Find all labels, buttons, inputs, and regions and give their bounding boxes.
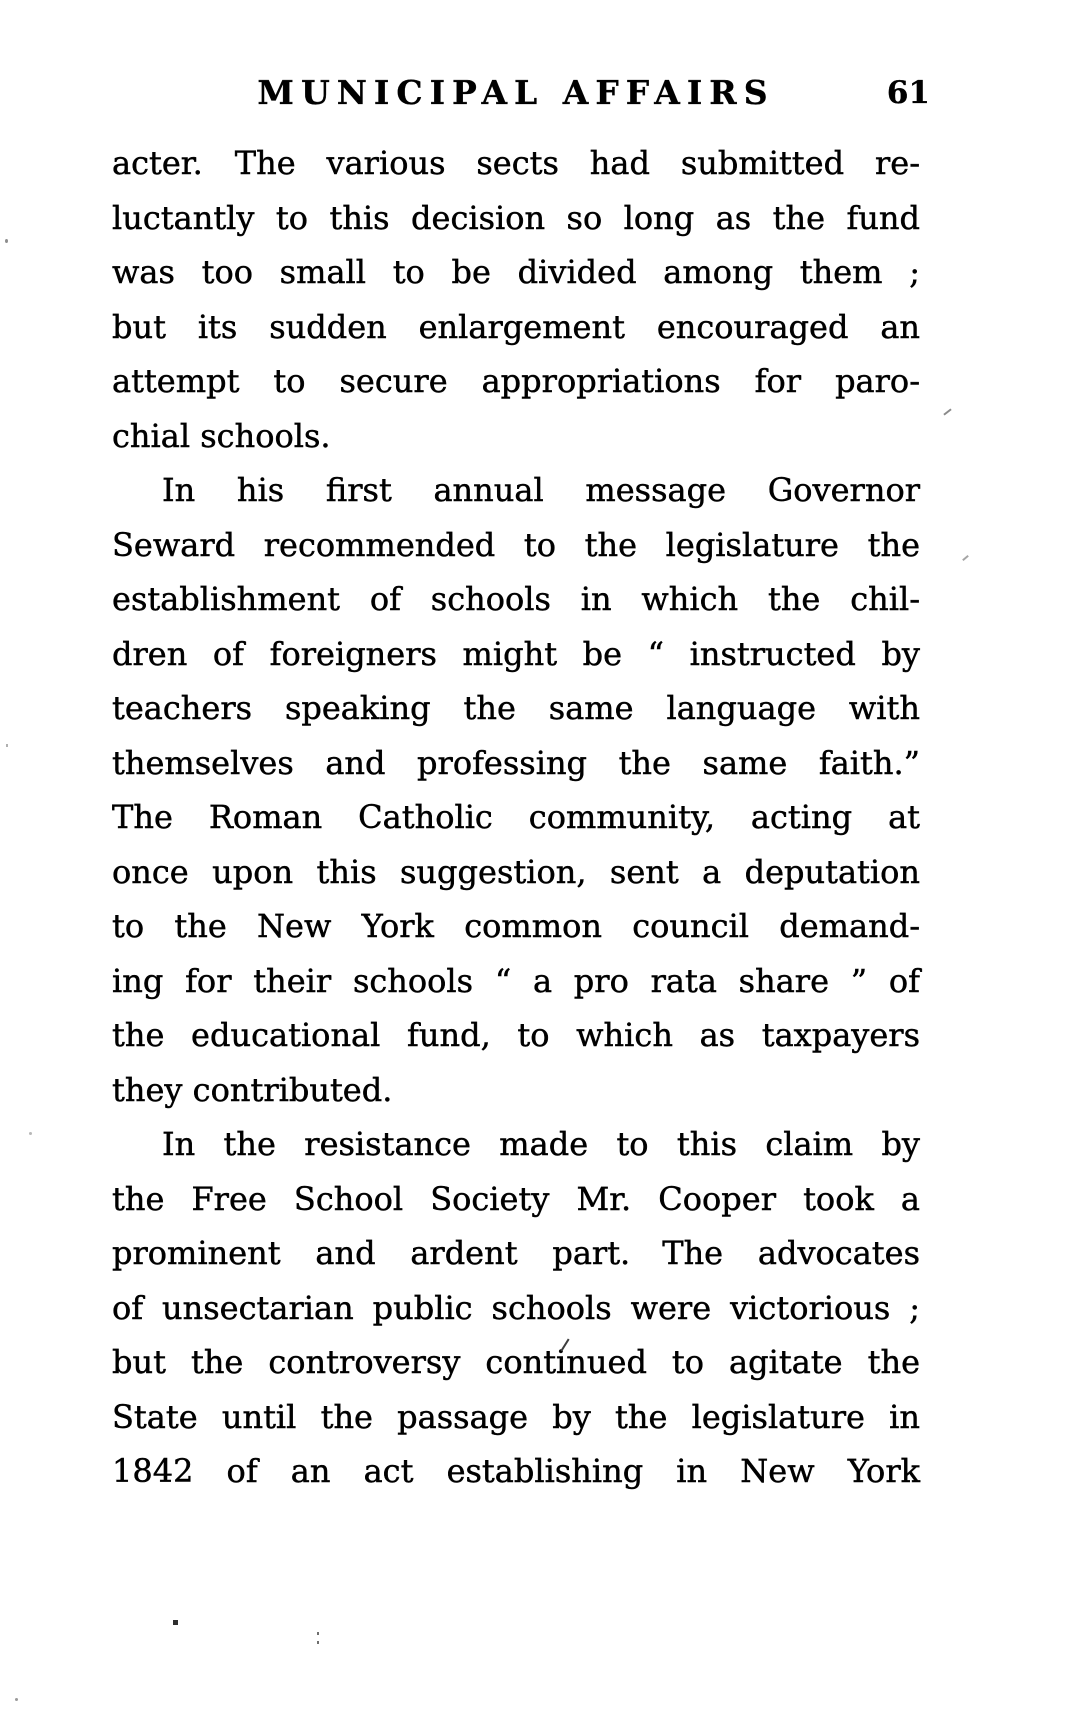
scan-artifact-tick [943,408,951,415]
scan-artifact-speck [173,1620,178,1625]
text-line: establishment of schools in which the chil- [112,580,920,618]
text-line: themselves and professing the same faith.” [112,743,920,782]
scan-artifact-tick [962,555,969,561]
text-line: once upon this suggestion, sent a deputation [112,852,920,891]
text-line: the Free School Society Mr. Cooper took a [112,1179,920,1218]
text-line: luctantly to this decision so long as the fund [112,198,920,237]
text-line: of unsectarian public schools were victorious ; [112,1288,920,1327]
page-number: 61 [886,75,930,111]
text-line: the educational fund, to which as taxpayers [112,1016,920,1054]
text-line: dren of foreigners might be “ instructed by [112,634,920,673]
text-line: but the controversy continued to agitate the [112,1343,920,1381]
text-line: State until the passage by the legislature in [112,1397,920,1436]
scan-artifact-speck [29,1132,32,1135]
text-line: attempt to secure appropriations for paro- [112,362,920,400]
text-line: ing for their schools “ a pro rata share ” of [112,961,920,1000]
page-title: MUNICIPAL AFFAIRS [257,73,775,112]
text-line: In his first annual message Governor [162,471,920,509]
text-line: teachers speaking the same language with [112,689,920,727]
scan-artifact-speck [317,1632,319,1635]
text-line: they contributed. [112,1070,393,1109]
text-line: Seward recommended to the legislature the [112,525,920,564]
text-line: was too small to be divided among them ; [112,253,920,291]
page-header [112,72,930,114]
text-line: to the New York common council demand- [112,907,920,945]
text-line: acter. The various sects had submitted re- [112,144,920,182]
text-line: In the resistance made to this claim by [162,1125,920,1163]
text-line: 1842 of an act establishing in New York [112,1452,920,1490]
text-line: but its sudden enlargement encouraged an [112,307,920,346]
text-line: prominent and ardent part. The advocates [112,1234,920,1272]
text-line: The Roman Catholic community, acting at [112,798,920,836]
scan-artifact-speck [6,744,8,747]
scan-artifact-speck [5,239,8,243]
scan-artifact-speck [15,1698,18,1701]
text-line: chial schools. [112,416,331,455]
text-column [112,136,920,1499]
scan-artifact-speck [317,1641,319,1644]
